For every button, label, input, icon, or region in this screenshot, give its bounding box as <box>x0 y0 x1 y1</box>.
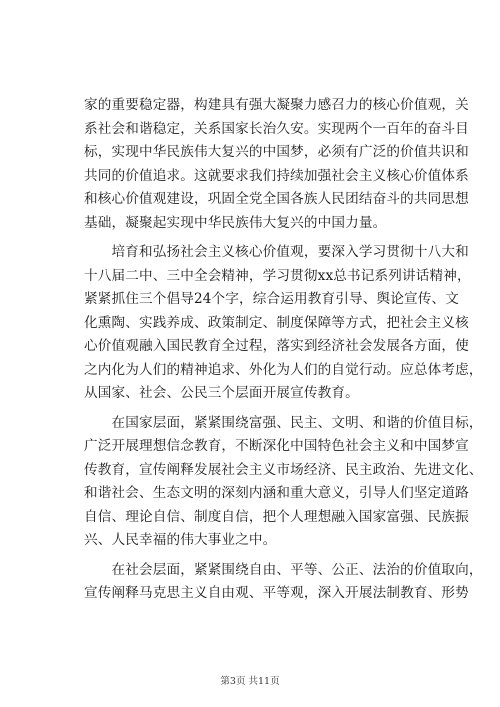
paragraph-4 <box>84 559 483 606</box>
page-footer: 第3页 共11页 <box>220 676 280 687</box>
text-line: 从国家、社会、公民三个层面开展宣传教育。 <box>84 385 359 401</box>
text-line: 传教育，宣传阐释发展社会主义市场经济、民主政治、先进文化、 <box>84 461 483 478</box>
paragraph-1 <box>84 94 469 235</box>
text-line: 培育和弘扬社会主义核心价值观，要深入学习贯彻十八大和 <box>84 244 469 260</box>
text-line: 标，实现中华民族伟大复兴的中国梦，必须有广泛的价值共识和 <box>84 144 469 160</box>
text-line: 系社会和谐稳定，关系国家长治久安。实现两个一百年的奋斗目 <box>84 120 469 137</box>
text-line: 之内化为人们的精神追求、外化为人们的自觉行动。应总体考虑， <box>84 361 483 378</box>
paragraph-2 <box>84 241 483 406</box>
text-line: 心价值观融入国民教育全过程，落实到经济社会发展各方面，使 <box>84 338 469 354</box>
text-line: 家的重要稳定器，构建具有强大凝聚力感召力的核心价值观，关 <box>84 97 469 113</box>
text-line: 基础，凝聚起实现中华民族伟大复兴的中国力量。 <box>84 214 387 231</box>
text-line: 广泛开展理想信念教育，不断深化中国特色社会主义和中国梦宣 <box>84 438 469 454</box>
text-line: 在社会层面，紧紧围绕自由、平等、公正、法治的价值取向， <box>84 561 483 578</box>
paragraph-3 <box>84 412 483 553</box>
text-line: 和谐社会、生态文明的深刻内涵和重大意义，引导人们坚定道路 <box>84 485 469 501</box>
text-line: 宣传阐释马克思主义自由观、平等观，深入开展法制教育、形势 <box>84 585 469 601</box>
document-body <box>84 94 483 606</box>
text-line: 自信、理论自信、制度自信，把个人理想融入国家富强、民族振 <box>84 508 469 525</box>
text-line: 化熏陶、实践养成、政策制定、制度保障等方式，把社会主义核 <box>84 314 469 331</box>
text-line: 紧紧抓住三个倡导24个字，综合运用教育引导、舆论宣传、文 <box>84 291 459 307</box>
text-line: 十八届二中、三中全会精神，学习贯彻xx总书记系列讲话精神， <box>84 267 471 284</box>
text-line: 在国家层面，紧紧围绕富强、民主、文明、和谐的价值目标， <box>84 414 483 431</box>
text-line: 共同的价值追求。这就要求我们持续加强社会主义核心价值体系 <box>84 167 469 184</box>
text-line: 和核心价值观建设，巩固全党全国各族人民团结奋斗的共同思想 <box>84 191 469 207</box>
text-line: 兴、人民幸福的伟大事业之中。 <box>84 532 277 548</box>
